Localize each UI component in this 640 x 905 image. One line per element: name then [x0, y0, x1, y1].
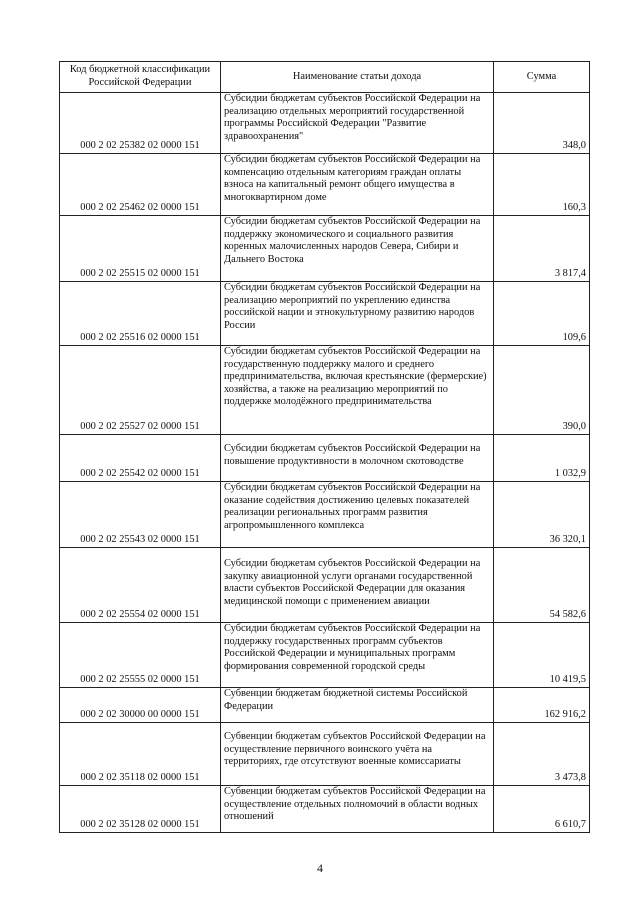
- table-row: [60, 216, 590, 282]
- row-code: 000 2 02 30000 00 0000 151: [60, 688, 221, 723]
- row-name: Субсидии бюджетам субъектов Российской Федерации на повышение продуктивности в молочном скотоводстве: [221, 435, 494, 482]
- table-row: [60, 154, 590, 216]
- row-name: Субсидии бюджетам субъектов Российской Федерации на реализацию мероприятий по укреплению единства российской нации и этнокультурному развитию народов России: [221, 282, 494, 346]
- row-code: 000 2 02 25542 02 0000 151: [60, 435, 221, 482]
- header-code: Код бюджетной классификации Российской Федерации: [60, 62, 221, 93]
- row-code: 000 2 02 25543 02 0000 151: [60, 482, 221, 548]
- row-sum: 160,3: [494, 154, 590, 216]
- table-row: [60, 548, 590, 623]
- row-name: Субсидии бюджетам субъектов Российской Федерации на оказание содействия достижению целевых показателей реализации региональных программ развития агропромышленного комплекса: [221, 482, 494, 548]
- row-name: Субсидии бюджетам субъектов Российской Федерации на компенсацию отдельным категориям граждан оплаты взноса на капитальный ремонт общего имущества в многоквартирном доме: [221, 154, 494, 216]
- table-row: [60, 282, 590, 346]
- row-code: 000 2 02 25555 02 0000 151: [60, 623, 221, 688]
- row-sum: 390,0: [494, 346, 590, 435]
- row-name: Субсидии бюджетам субъектов Российской Федерации на поддержку экономического и социального развития коренных малочисленных народов Севера, Сибири и Дальнего Востока: [221, 216, 494, 282]
- row-name: Субсидии бюджетам субъектов Российской Федерации на поддержку государственных программ субъектов Российской Федерации и муниципальных программ формирования современной городской среды: [221, 623, 494, 688]
- row-name: Субсидии бюджетам субъектов Российской Федерации на государственную поддержку малого и среднего предпринимательства, включая крестьянские (фермерские) хозяйства, а также на реализацию мероприятий по поддержке молодёжного предпринимательства: [221, 346, 494, 435]
- header-name: Наименование статьи дохода: [221, 62, 494, 93]
- row-sum: 54 582,6: [494, 548, 590, 623]
- row-name: Субсидии бюджетам субъектов Российской Федерации на закупку авиационной услуги органами государственной власти субъектов Российской Федерации для оказания медицинской помощи с применением авиации: [221, 548, 494, 623]
- row-name: Субсидии бюджетам субъектов Российской Федерации на реализацию отдельных мероприятий государственной программы Российской Федерации "Развитие здравоохранения": [221, 93, 494, 154]
- header-sum: Сумма: [494, 62, 590, 93]
- table-row: [60, 723, 590, 786]
- row-name: Субвенции бюджетам бюджетной системы Российской Федерации: [221, 688, 494, 723]
- row-sum: 6 610,7: [494, 786, 590, 833]
- page-number: 4: [317, 861, 323, 875]
- table-row: [60, 623, 590, 688]
- table-header-row: [60, 62, 590, 93]
- table-row: [60, 93, 590, 154]
- row-code: 000 2 02 25516 02 0000 151: [60, 282, 221, 346]
- row-name: Субвенции бюджетам субъектов Российской Федерации на осуществление первичного воинского учёта на территориях, где отсутствуют военные комиссариаты: [221, 723, 494, 786]
- table-row: [60, 482, 590, 548]
- row-sum: 36 320,1: [494, 482, 590, 548]
- row-sum: 1 032,9: [494, 435, 590, 482]
- table-row: [60, 786, 590, 833]
- row-code: 000 2 02 25382 02 0000 151: [60, 93, 221, 154]
- row-code: 000 2 02 35128 02 0000 151: [60, 786, 221, 833]
- table-row: [60, 435, 590, 482]
- row-name: Субвенции бюджетам субъектов Российской Федерации на осуществление отдельных полномочий в области водных отношений: [221, 786, 494, 833]
- row-code: 000 2 02 35118 02 0000 151: [60, 723, 221, 786]
- row-code: 000 2 02 25462 02 0000 151: [60, 154, 221, 216]
- row-sum: 3 473,8: [494, 723, 590, 786]
- row-sum: 10 419,5: [494, 623, 590, 688]
- row-code: 000 2 02 25527 02 0000 151: [60, 346, 221, 435]
- row-code: 000 2 02 25554 02 0000 151: [60, 548, 221, 623]
- budget-revenue-table: [59, 61, 590, 833]
- row-code: 000 2 02 25515 02 0000 151: [60, 216, 221, 282]
- row-sum: 3 817,4: [494, 216, 590, 282]
- row-sum: 109,6: [494, 282, 590, 346]
- table-row: [60, 346, 590, 435]
- table-row: [60, 688, 590, 723]
- row-sum: 162 916,2: [494, 688, 590, 723]
- row-sum: 348,0: [494, 93, 590, 154]
